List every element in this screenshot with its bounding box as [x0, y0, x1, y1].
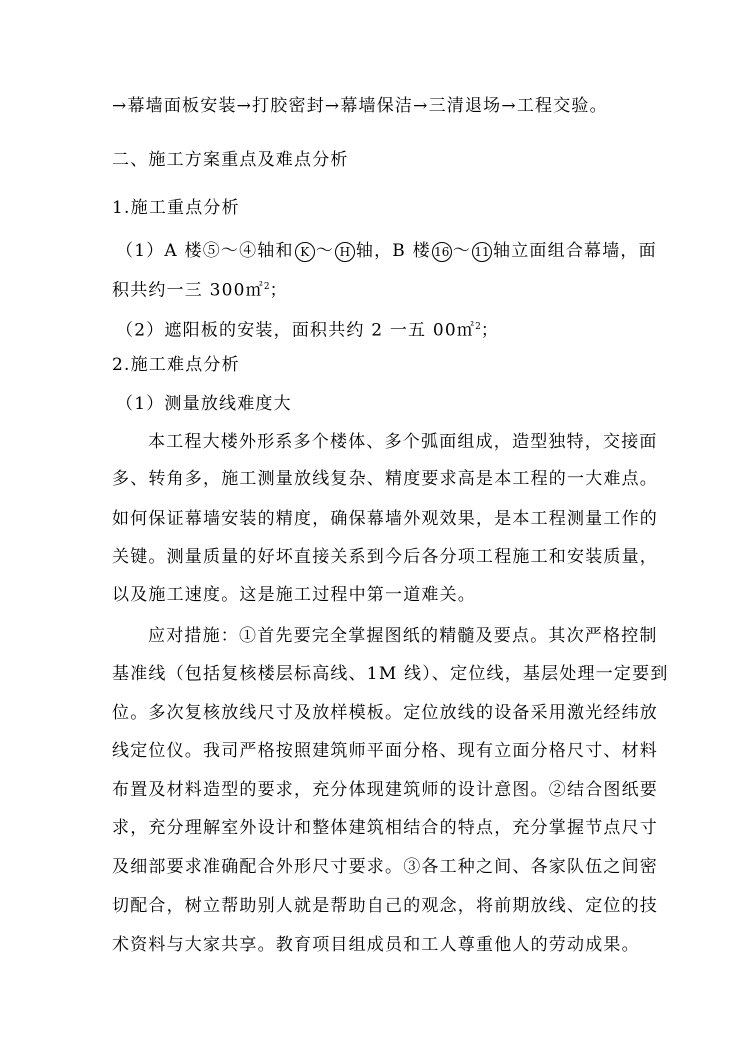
- difficulty-1-heading: （1）测量放线难度大: [116, 394, 292, 414]
- key-point-1-line-1: [116, 241, 657, 262]
- circled-label-11: 11: [472, 242, 492, 262]
- text-segment: ；: [480, 320, 500, 341]
- process-flow-line: →幕墙面板安装→打胶密封→幕墙保洁→三清退场→工程交验。: [112, 96, 608, 116]
- key-point-1-line-2: [112, 277, 642, 301]
- text-segment: ～: [452, 241, 472, 261]
- superscript: 2: [475, 322, 481, 332]
- text-segment: （1）A 楼⑤～④轴和: [116, 241, 294, 261]
- paragraph-2-line: 基准线（包括复核楼层标高线、1M 线）、定位线，基层处理一定要到: [112, 664, 669, 684]
- paragraph-2-line: 应对措施：①首先要完全掌握图纸的精髓及要点。其次严格控制: [148, 626, 658, 646]
- text-segment: 轴，B 楼: [355, 241, 431, 261]
- paragraph-1-line: 关键。测量质量的好坏直接关系到今后各分项工程施工和安装质量，: [112, 547, 658, 567]
- text-segment: （2）遮阳板的安装，面积共约 2 一五 00㎡: [116, 320, 476, 341]
- paragraph-1-line: 如何保证幕墙安装的精度，确保幕墙外观效果，是本工程测量工作的: [112, 509, 658, 529]
- text-segment: ～: [315, 241, 334, 261]
- text-segment: ；: [269, 280, 288, 301]
- paragraph-2-line: 切配合，树立帮助别人就是帮助自己的观念，将前期放线、定位的技: [112, 896, 658, 916]
- subsection-heading-key-points: 1.施工重点分析: [112, 198, 240, 218]
- paragraph-2-line: 求，充分理解室外设计和整体建筑相结合的特点，充分掌握节点尺寸: [112, 818, 658, 838]
- paragraph-2-line: 布置及材料造型的要求，充分体现建筑师的设计意图。②结合图纸要: [112, 780, 658, 800]
- text-segment: 积共约一三 300㎡: [112, 280, 264, 301]
- circled-label-k: K: [295, 242, 315, 262]
- paragraph-1-line: 本工程大楼外形系多个楼体、多个弧面组成，造型独特，交接面: [148, 432, 658, 452]
- circled-label-16: 16: [432, 242, 452, 262]
- text-segment: 轴立面组合幕墙，面: [493, 241, 657, 261]
- paragraph-2-line: 线定位仪。我司严格按照建筑师平面分格、现有立面分格尺寸、材料: [112, 741, 658, 761]
- paragraph-1-line: 以及施工速度。这是施工过程中第一道难关。: [112, 585, 476, 605]
- paragraph-2-line: 术资料与大家共享。教育项目组成员和工人尊重他人的劳动成果。: [112, 935, 640, 955]
- key-point-2: [116, 317, 646, 341]
- subsection-heading-difficulties: 2.施工难点分析: [112, 355, 240, 375]
- circled-label-h: H: [335, 242, 355, 262]
- paragraph-1-line: 多、转角多，施工测量放线复杂、精度要求高是本工程的一大难点。: [112, 469, 658, 489]
- paragraph-2-line: 及细部要求准确配合外形尺寸要求。③各工种之间、各家队伍之间密: [112, 857, 658, 877]
- section-heading: 二、施工方案重点及难点分析: [112, 150, 349, 170]
- paragraph-2-line: 位。多次复核放线尺寸及放样模板。定位放线的设备采用激光经纬放: [112, 703, 658, 723]
- superscript: 2: [263, 282, 270, 292]
